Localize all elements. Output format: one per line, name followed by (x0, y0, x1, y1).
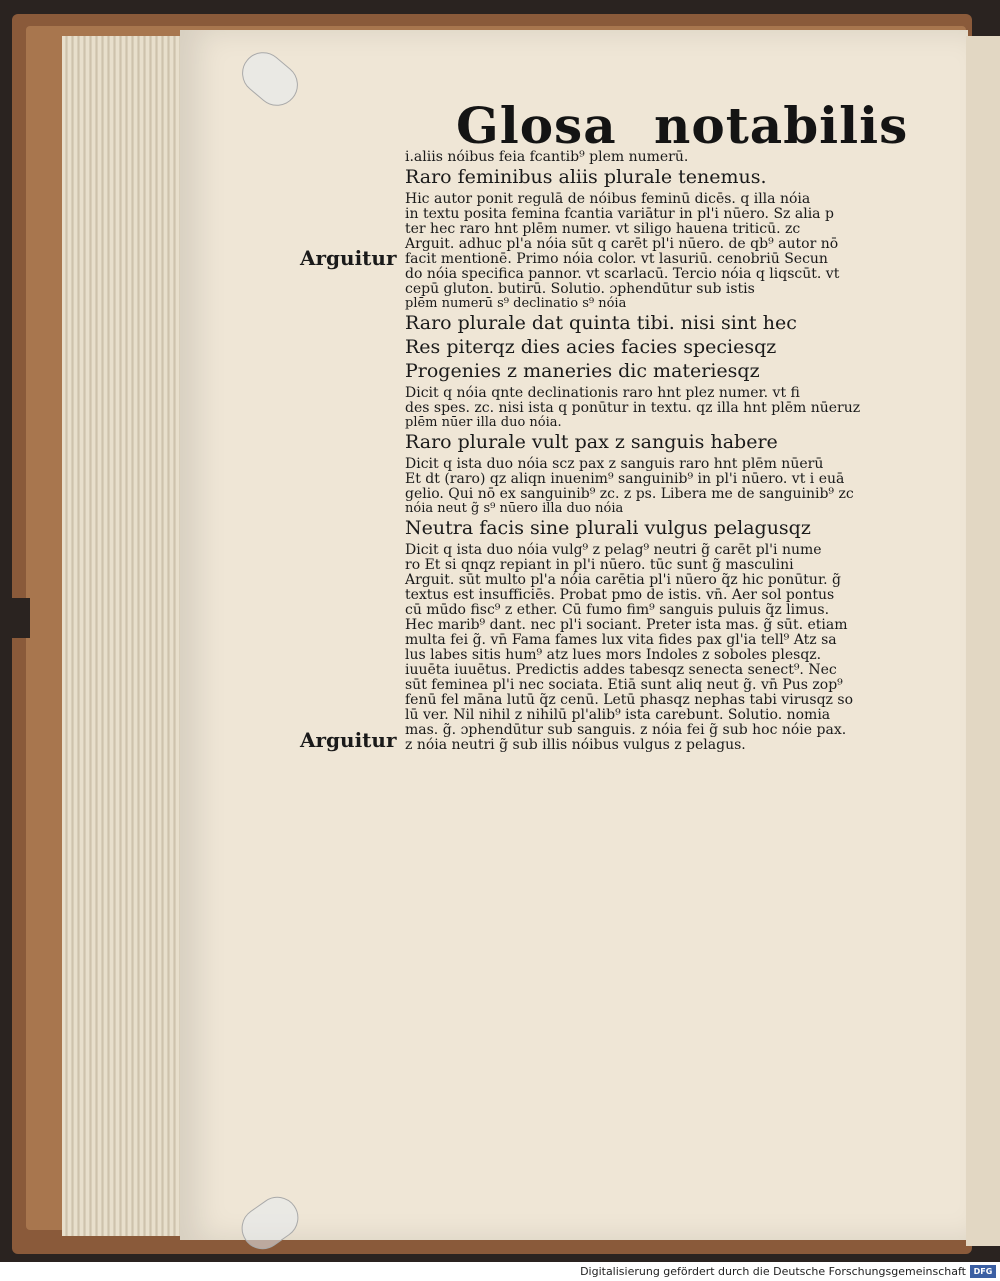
text-block (405, 150, 945, 753)
gloss-line: Hec marib⁹ dant. nec pl'i sociant. Preter ista mas. g̃ sūt. etiam (405, 617, 848, 633)
gloss-line: cepū gluton. butirū. Solutio. ɔphendūtur sub istis (405, 281, 755, 297)
running-title-right: notabilis (654, 96, 909, 155)
interlinear-gloss: plēm nūer illa duo nóia. (405, 415, 562, 430)
gloss-line: textus est insufficiēs. Probat pmo de istis. vn̄. Aer sol pontus (405, 587, 835, 603)
interlinear-gloss: plēm numerū s⁹ declinatio s⁹ nóia (405, 296, 627, 311)
gloss-line: mas. g̃. ɔphendūtur sub sanguis. z nóia fei g̃ sub hoc nóie pax. (405, 722, 847, 738)
margin-note-arguitur: Arguitur (300, 246, 397, 270)
running-title-left: Glosa (456, 96, 617, 155)
interlinear-gloss: nóia neut g̃ s⁹ nūero illa duo nóia (405, 501, 624, 516)
cover-tab (2, 598, 30, 638)
verse-line: Res piterqz dies acies facies speciesqz (405, 336, 777, 358)
gloss-line: ter hec raro hnt plēm numer. vt siligo hauena triticū. zc (405, 221, 801, 237)
gloss-line: des spes. zc. nisi ista q ponūtur in textu. qz illa hnt plēm nūeruz (405, 400, 861, 416)
gloss-line: in textu posita femina fcantia variātur in pl'i nūero. Sz alia p (405, 206, 834, 222)
gloss-line: cū mūdo fisc⁹ z ether. Cū fumo fim⁹ sanguis puluis q̃z limus. (405, 602, 830, 618)
gloss-line: facit mentionē. Primo nóia color. vt lasuriū. cenobriū Secun (405, 251, 828, 267)
gloss-line: multa fei g̃. vn̄ Fama fames lux vita fides pax gl'ia tell⁹ Atz sa (405, 632, 837, 648)
gloss-line: Arguit. sūt multo pl'a nóia carētia pl'i nūero q̃z hic ponūtur. g̃ (405, 572, 841, 588)
footer-credit: Digitalisierung gefördert durch die Deutsche Forschungsgemeinschaft (580, 1265, 966, 1278)
verse-line: Progenies z maneries dic materiesqz (405, 360, 760, 382)
gloss-line: Et dt (raro) qz aliqn inuenim⁹ sanguinib⁹ in pl'i nūero. vt i euā (405, 471, 845, 487)
dfg-logo: DFG (970, 1265, 996, 1278)
gloss-line: Dicit q nóia qnte declinationis raro hnt plez numer. vt fi (405, 385, 800, 401)
verse-line: Neutra facis sine plurali vulgus pelagusqz (405, 517, 811, 539)
gloss-line: lus labes sitis hum⁹ atz lues mors Indoles z soboles plesqz. (405, 647, 822, 663)
verse-line: Raro plurale vult pax z sanguis habere (405, 431, 778, 453)
gloss-line: Dicit q ista duo nóia scz pax z sanguis raro hnt plēm nūerū (405, 456, 824, 472)
gloss-line: iuuēta iuuētus. Predictis addes tabesqz senecta senect⁹. Nec (405, 662, 837, 678)
right-page-edge (966, 36, 1000, 1246)
gloss-line: sūt feminea pl'i nec sociata. Etiā sunt aliq neut g̃. vn̄ Pus zop⁹ (405, 677, 843, 693)
gloss-line: ro Et si qnqz repiant in pl'i nūero. tūc sunt g̃ masculini (405, 557, 794, 573)
gloss-line: Arguit. adhuc pl'a nóia sūt q carēt pl'i nūero. de qb⁹ autor nō (405, 236, 839, 252)
margin-note-arguitur: Arguitur (300, 728, 397, 752)
gloss-line: Hic autor ponit regulā de nóibus feminū dicēs. q illa nóia (405, 191, 811, 207)
footer-bar (0, 1262, 1000, 1281)
gloss-line: lū ver. Nil nihil z nihilū pl'alib⁹ ista carebunt. Solutio. nomia (405, 707, 831, 723)
gloss-line: i.aliis nóibus feia fcantib⁹ plem numerū. (405, 149, 689, 165)
gloss-line: Dicit q ista duo nóia vulg⁹ z pelag⁹ neutri g̃ carēt pl'i nume (405, 542, 822, 558)
gloss-line: do nóia specifica pannor. vt scarlacū. Tercio nóia q liqscūt. vt (405, 266, 840, 282)
gloss-line: gelio. Qui nō ex sanguinib⁹ zc. z ps. Libera me de sanguinib⁹ zc (405, 486, 854, 502)
gloss-line: fenū fel māna lutū q̃z cenū. Letū phasqz nephas tabi virusqz so (405, 692, 853, 708)
gloss-line: z nóia neutri g̃ sub illis nóibus vulgus z pelagus. (405, 737, 746, 753)
page-edges (62, 36, 192, 1236)
verse-line: Raro plurale dat quinta tibi. nisi sint hec (405, 312, 797, 334)
verse-line: Raro feminibus aliis plurale tenemus. (405, 166, 767, 188)
